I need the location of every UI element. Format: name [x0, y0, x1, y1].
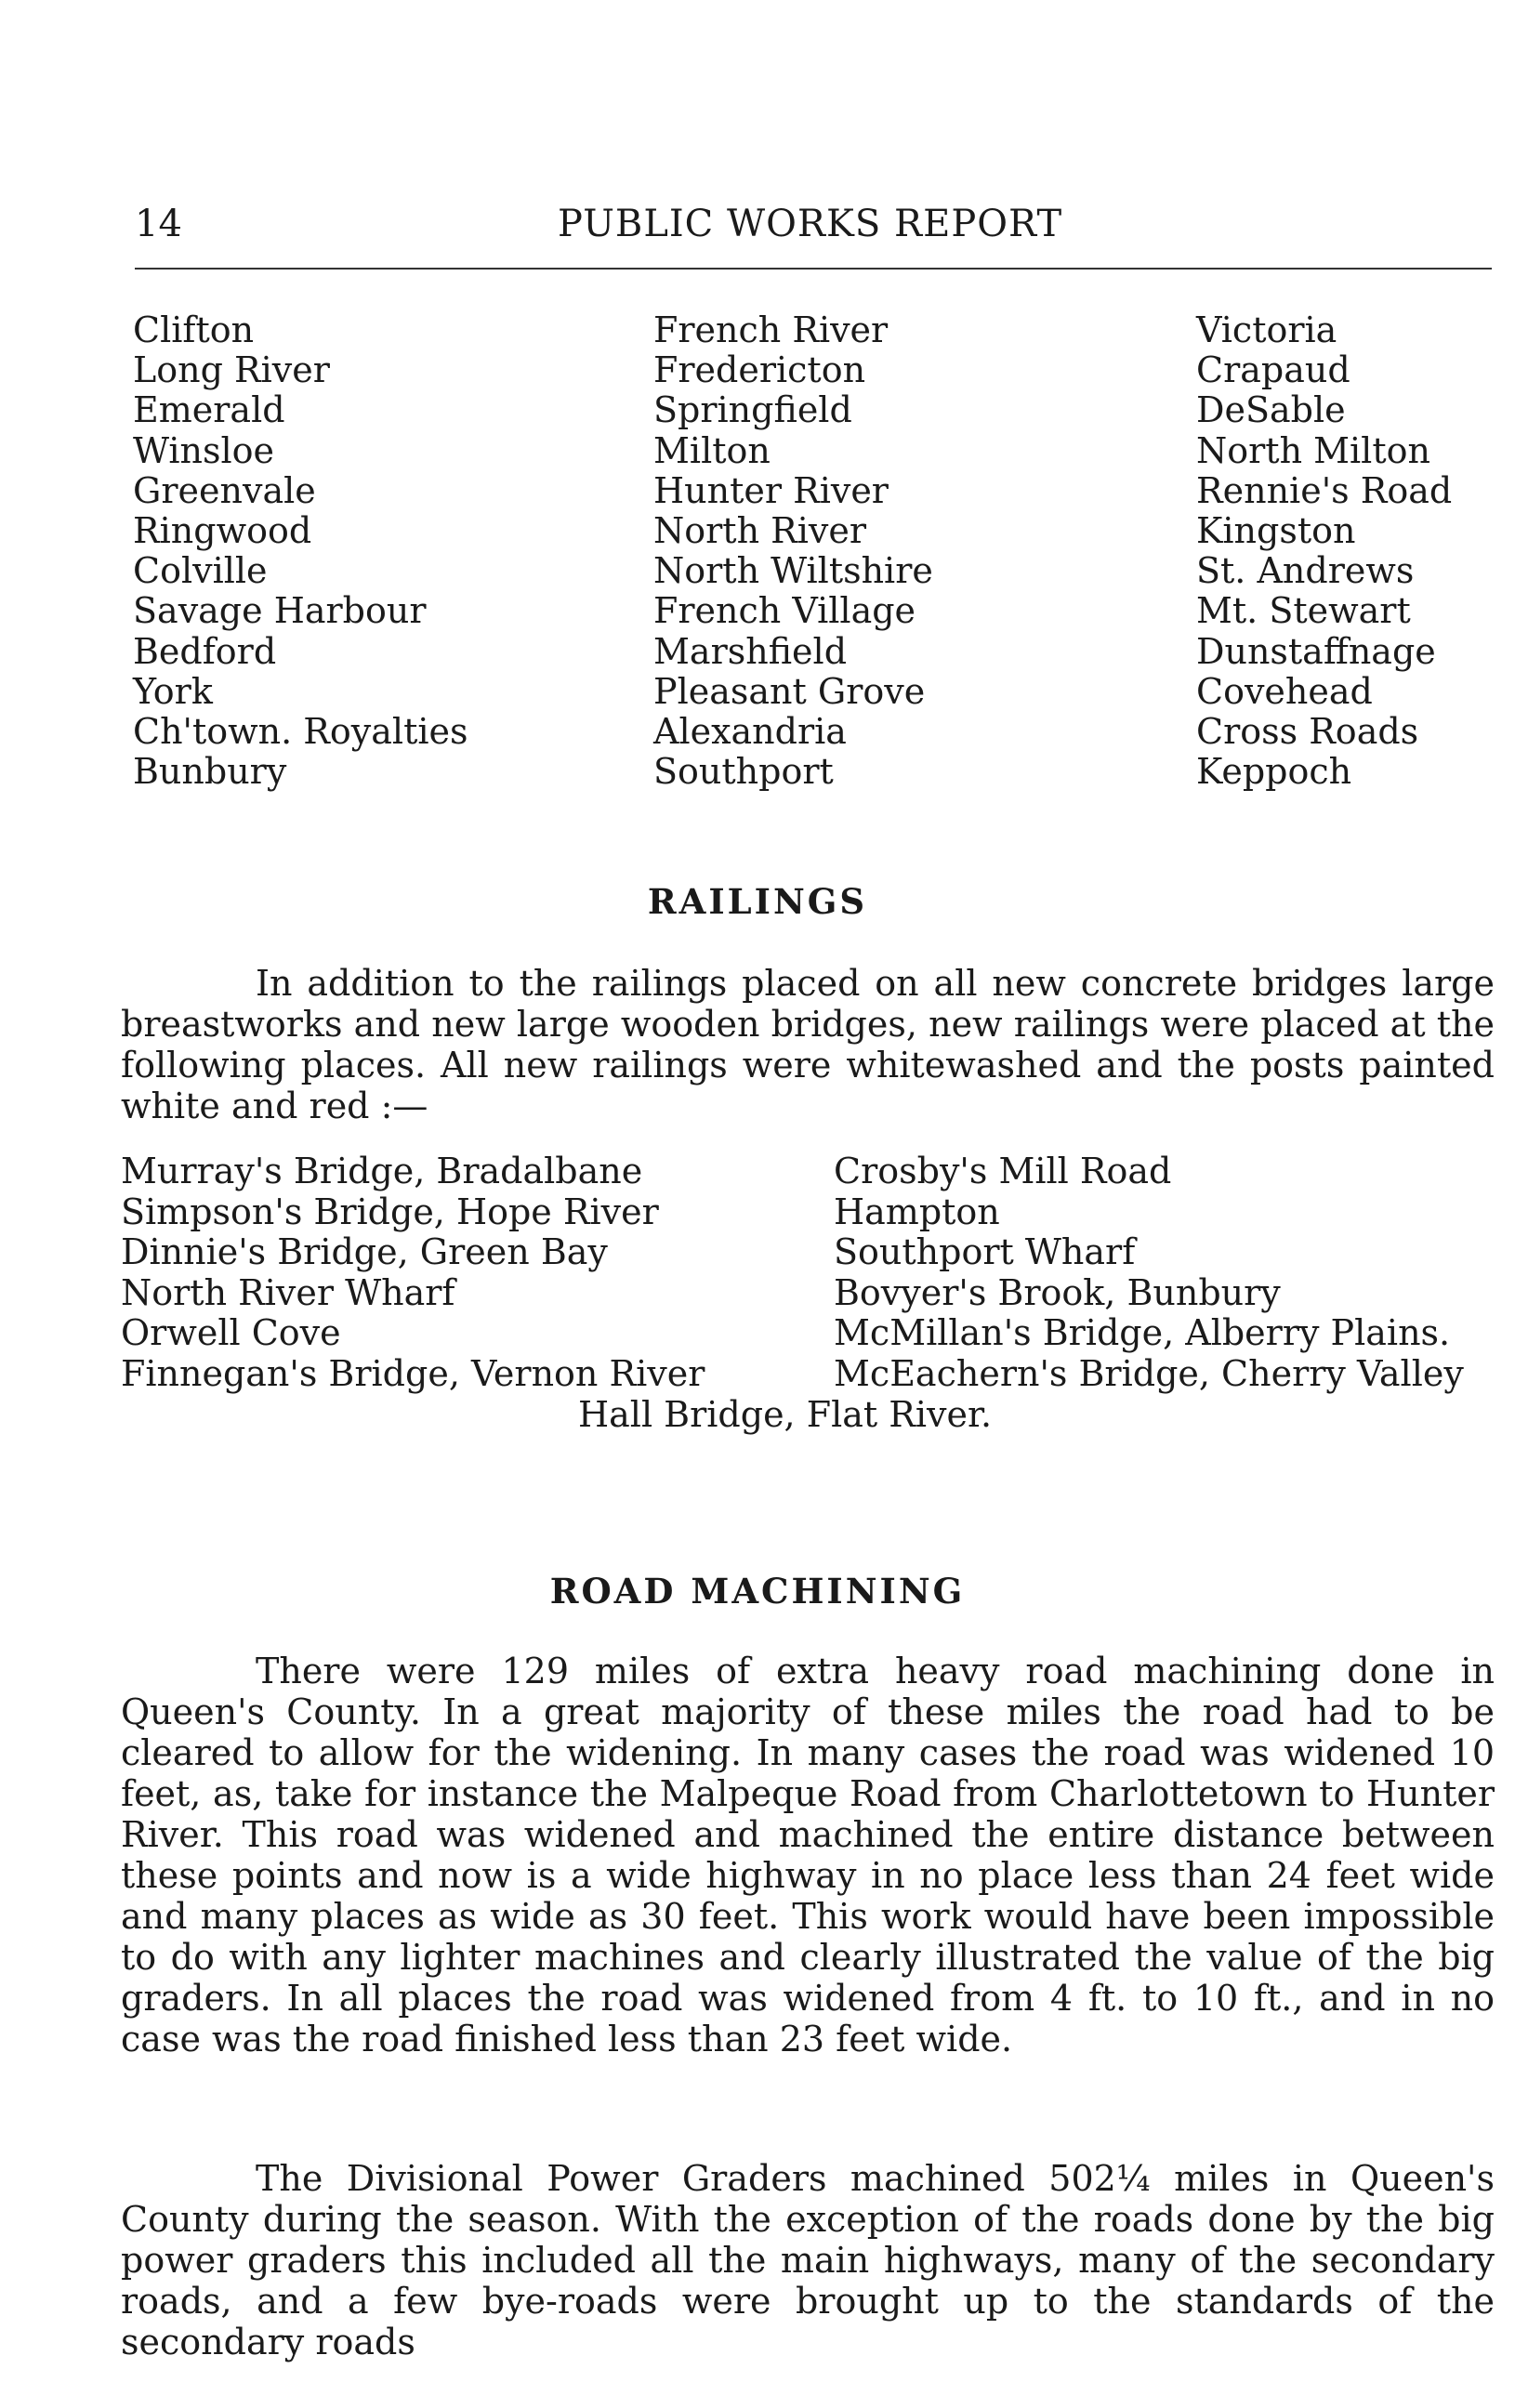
list-item: Alexandria	[653, 711, 847, 753]
list-item: Ch'town. Royalties	[133, 711, 468, 753]
list-item: Kingston	[1196, 510, 1356, 552]
list-item: Covehead	[1196, 670, 1373, 712]
list-item: Finnegan's Bridge, Vernon River	[121, 1352, 705, 1394]
places-column-2	[653, 310, 933, 792]
list-item: York	[133, 670, 213, 712]
list-item: Keppoch	[1196, 751, 1352, 793]
list-item: Bunbury	[133, 751, 287, 793]
list-item: North River	[653, 510, 867, 552]
railings-list-left	[121, 1151, 705, 1394]
list-item: Marshfield	[653, 630, 848, 672]
list-item: Fredericton	[653, 349, 866, 391]
list-item: Milton	[653, 429, 771, 471]
road-machining-paragraph-1: There were 129 miles of extra heavy road machining done in Queen's County. In a great majority of these miles the road had to be cleared to allow for the widening. In many cases the road was widened 10 feet, as, take for instance the Malpeque Road from Charlottetown to Hunter River. This road was widened and machined the entire distance between these points and now is a wide highway in no place less than 24 feet wide and many places as wide as 30 feet. This work would have been impossible to do with any lighter machines and clearly illustrated the value of the big graders. In all places the road was widened from 4 ft. to 10 ft., and in no case was the road finished less than 23 feet wide.	[121, 1651, 1495, 2059]
list-item: Southport	[653, 751, 834, 793]
list-item: Orwell Cove	[121, 1312, 341, 1353]
list-item: Springfield	[653, 389, 852, 431]
railings-list-last-item: Hall Bridge, Flat River.	[578, 1394, 993, 1435]
list-item: Crosby's Mill Road	[834, 1151, 1172, 1191]
railings-heading: RAILINGS	[647, 881, 868, 922]
list-item: Greenvale	[133, 469, 316, 511]
list-item: Crapaud	[1196, 349, 1350, 391]
list-item: Victoria	[1196, 309, 1337, 350]
list-item: Colville	[133, 550, 268, 592]
list-item: Hampton	[834, 1191, 1000, 1232]
list-item: Murray's Bridge, Bradalbane	[121, 1151, 643, 1191]
places-column-3	[1196, 310, 1452, 792]
list-item: Hunter River	[653, 469, 889, 511]
road-machining-paragraph-2: The Divisional Power Graders machined 502¼ miles in Queen's County during the season. With the exception of the roads done by the big power graders this included all the main highways, many of the secondary roads, and a few bye-roads were brought up to the standards of the secondary roads	[121, 2158, 1495, 2362]
list-item: McEachern's Bridge, Cherry Valley	[834, 1352, 1464, 1394]
page-header	[135, 203, 1492, 258]
list-item: Dinnie's Bridge, Green Bay	[121, 1231, 608, 1272]
list-item: Rennie's Road	[1196, 469, 1453, 511]
list-item: Cross Roads	[1196, 711, 1419, 753]
road-machining-heading: ROAD MACHINING	[549, 1571, 966, 1612]
list-item: Bedford	[133, 630, 277, 672]
list-item: DeSable	[1196, 389, 1346, 431]
running-title: PUBLIC WORKS REPORT	[558, 203, 1063, 245]
list-item: Emerald	[133, 389, 285, 431]
list-item: Long River	[133, 349, 330, 391]
list-item: McMillan's Bridge, Alberry Plains.	[834, 1312, 1451, 1353]
list-item: Dunstaffnage	[1196, 630, 1436, 672]
list-item: Winsloe	[133, 429, 275, 471]
list-item: Ringwood	[133, 510, 312, 552]
list-item: North Milton	[1196, 429, 1430, 471]
list-item: French Village	[653, 590, 916, 632]
places-column-1	[133, 310, 468, 792]
list-item: Pleasant Grove	[653, 670, 926, 712]
list-item: Savage Harbour	[133, 590, 427, 632]
list-item: French River	[653, 309, 889, 350]
list-item: Simpson's Bridge, Hope River	[121, 1191, 659, 1232]
page-number: 14	[135, 203, 182, 245]
header-rule	[135, 268, 1492, 270]
railings-paragraph: In addition to the railings placed on all new concrete bridges large breastworks and new large wooden bridges, new railings were placed at the following places. All new railings were whitewashed and the posts painted white and red :—	[121, 963, 1495, 1126]
list-item: Bovyer's Brook, Bunbury	[834, 1271, 1281, 1313]
list-item: Southport Wharf	[834, 1231, 1136, 1272]
list-item: St. Andrews	[1196, 550, 1415, 592]
railings-list-right	[834, 1151, 1464, 1394]
list-item: North Wiltshire	[653, 550, 933, 592]
list-item: Mt. Stewart	[1196, 590, 1411, 632]
list-item: Clifton	[133, 309, 255, 350]
list-item: North River Wharf	[121, 1271, 455, 1313]
